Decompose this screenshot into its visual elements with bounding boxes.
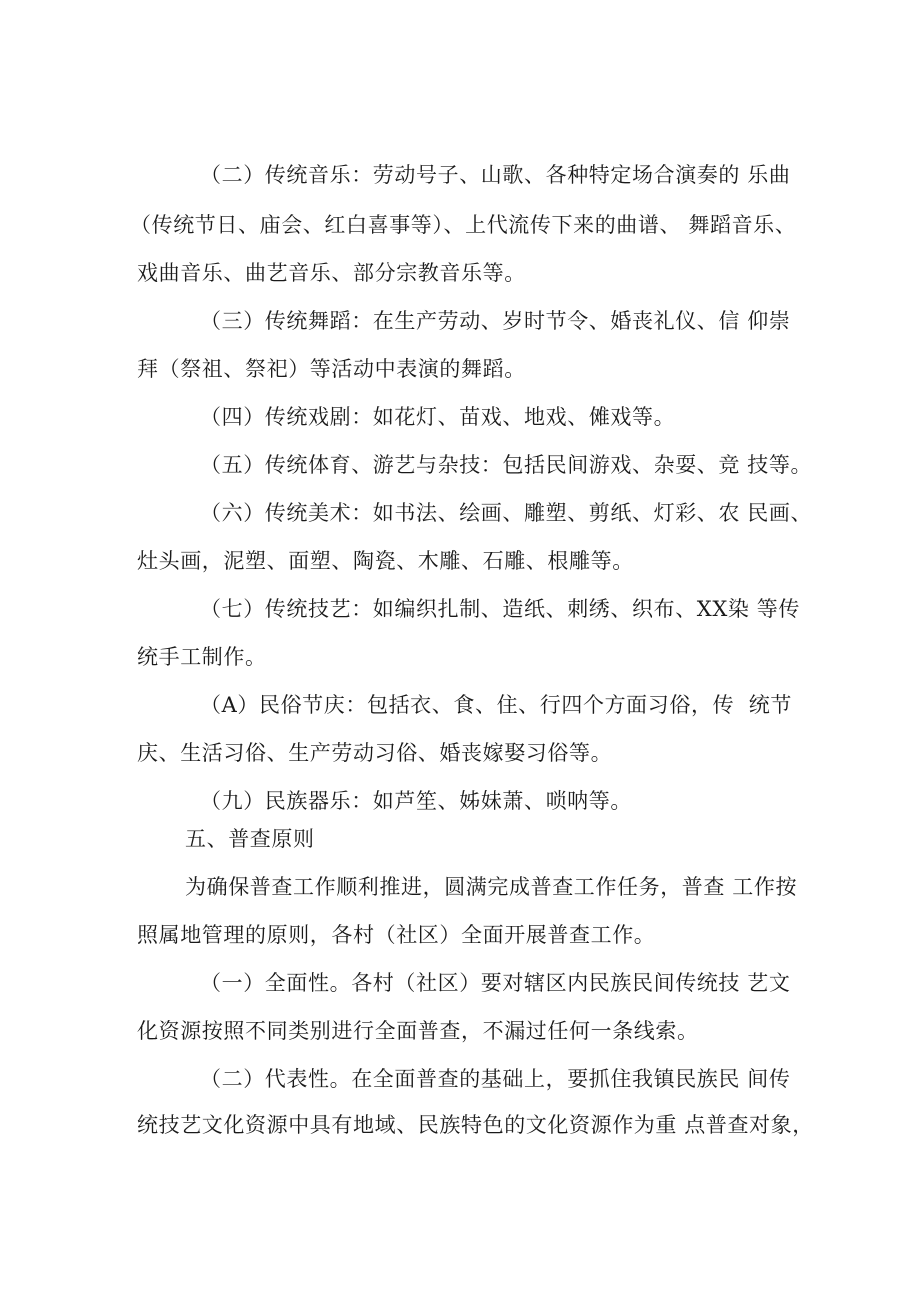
paragraph-line: 拜（祭祖、祭祀）等活动中表演的舞蹈。 [137,357,526,381]
paragraph-line: （A）民俗节庆：包括衣、食、住、行四个方面习俗，传 统节 [200,693,792,717]
paragraph-line: 化资源按照不同类别进行全面普查，不漏过任何一条线索。 [137,1019,699,1043]
paragraph-line: 统技艺文化资源中具有地域、民族特色的文化资源作为重 点普查对象， [137,1113,814,1137]
paragraph-line: （六）传统美术：如书法、绘画、雕塑、剪纸、灯彩、农 民画、 [200,501,813,525]
paragraph-line: 照属地管理的原则，各村（社区）全面开展普查工作。 [137,923,656,947]
paragraph-line: （二）代表性。在全面普查的基础上，要抓住我镇民族民 间传 [200,1067,791,1091]
paragraph-line: （一）全面性。各村（社区）要对辖区内民族民间传统技 艺文 [200,971,791,995]
paragraph-line: （七）传统技艺：如编织扎制、造纸、刺绣、织布、XX染 等传 [200,597,800,621]
paragraph-line: （传统节日、庙会、红白喜事等）、上代流传下来的曲谱、 舞蹈音乐、 [130,213,797,237]
paragraph-line: 为确保普查工作顺利推进，圆满完成普查工作任务，普查 工作按 [185,875,798,899]
paragraph-line: 庆、生活习俗、生产劳动习俗、婚丧嫁娶习俗等。 [137,741,613,765]
paragraph-line: （四）传统戏剧：如花灯、苗戏、地戏、傩戏等。 [200,405,676,429]
paragraph-line: 灶头画，泥塑、面塑、陶瓷、木雕、石雕、根雕等。 [137,549,634,573]
section-heading: 五、普查原则 [185,827,315,851]
paragraph-line: （二）传统音乐：劳动号子、山歌、各种特定场合演奏的 乐曲 [200,163,791,187]
paragraph-line: 统手工制作。 [137,645,267,669]
paragraph-line: 戏曲音乐、曲艺音乐、部分宗教音乐等。 [137,261,526,285]
paragraph-line: （五）传统体育、游艺与杂技：包括民间游戏、杂耍、竞 技等。 [200,453,813,477]
paragraph-line: （九）民族器乐：如芦笙、姊妹萧、唢呐等。 [200,789,632,813]
paragraph-line: （三）传统舞蹈：在生产劳动、岁时节令、婚丧礼仪、信 仰崇 [200,309,791,333]
